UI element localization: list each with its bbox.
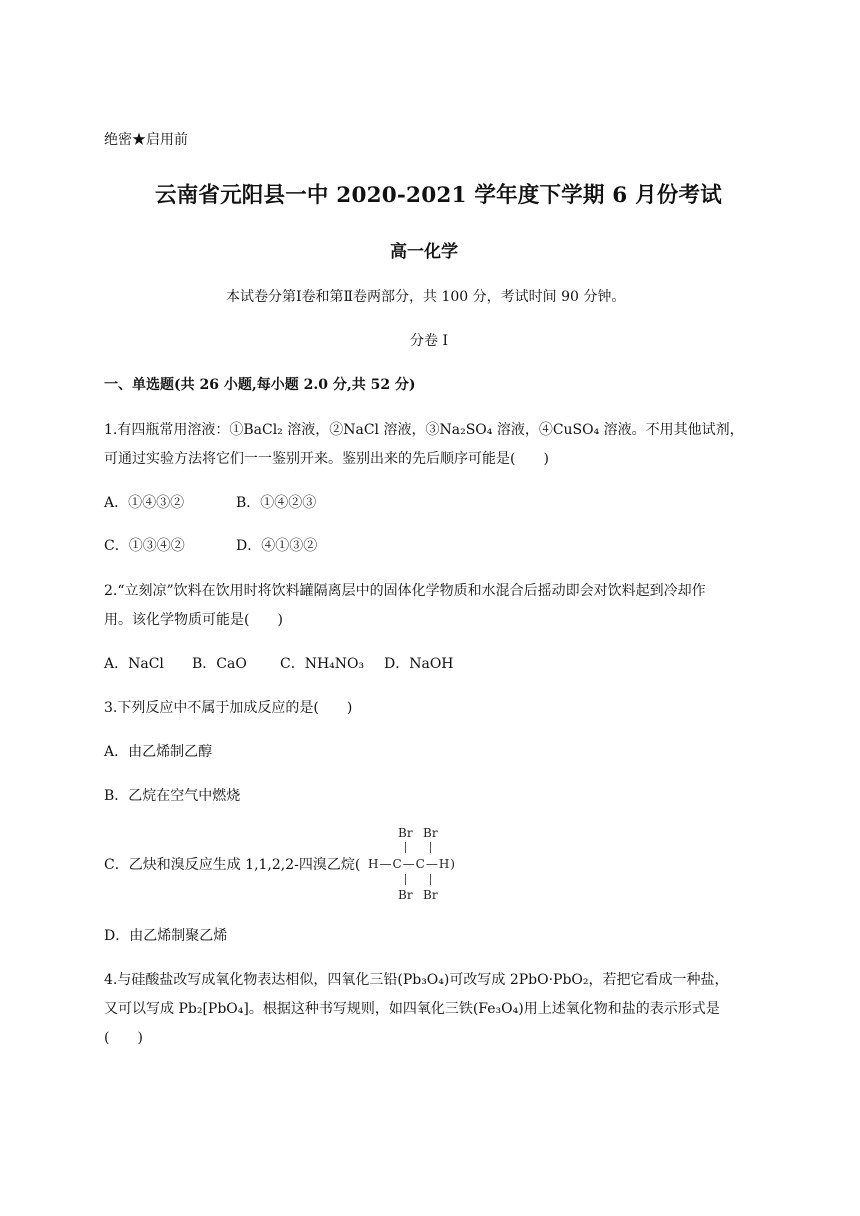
option-d[interactable]: D．④①③② <box>236 538 318 554</box>
question-text-line: 又可以写成 Pb₂[PbO₄]。根据这种书写规则，如四氧化三铁(Fe₃O₄)用上述氧化物和盐的表示形式是 <box>104 1001 720 1017</box>
option-c[interactable]: C．NH₄NO₃ <box>280 656 365 672</box>
option-d[interactable]: D．NaOH <box>384 656 454 672</box>
option-b[interactable]: B．①④②③ <box>236 495 317 511</box>
carbon-chain: H—C—C—H) <box>368 857 456 871</box>
section-heading: 一、单选题(共 26 小题,每小题 2.0 分,共 52 分) <box>104 377 416 393</box>
bond-line <box>405 874 406 885</box>
bond-line <box>430 842 431 853</box>
question-text-line: 3.下列反应中不属于加成反应的是( ) <box>104 700 353 716</box>
question-text-line: 4.与硅酸盐改写成氧化物表达相似，四氧化三铅(Pb₃O₄)可改写成 2PbO·PbO₂，若把它看成一种盐， <box>104 972 729 988</box>
subject-title: 高一化学 <box>390 242 458 262</box>
question-text-line: ( ) <box>104 1030 143 1046</box>
bromine-atom-label: Br <box>423 888 438 902</box>
bromine-atom-label: Br <box>398 888 413 902</box>
option-a[interactable]: A．由乙烯制乙醇 <box>104 744 213 760</box>
option-b[interactable]: B．乙烷在空气中燃烧 <box>104 788 241 804</box>
bromine-atom-label: Br <box>423 826 438 840</box>
bond-line <box>405 842 406 853</box>
tetrabromoethane-structure <box>368 826 478 904</box>
question-text-line: 2.“立刻凉”饮料在饮用时将饮料罐隔离层中的固体化学物质和水混合后摇动即会对饮料起到冷却作 <box>104 583 706 599</box>
option-a[interactable]: A．NaCl <box>104 656 164 672</box>
bromine-atom-label: Br <box>398 826 413 840</box>
exam-title: 云南省元阳县一中 2020-2021 学年度下学期 6 月份考试 <box>155 183 722 208</box>
question-text-line: 用。该化学物质可能是( ) <box>104 612 283 628</box>
part-label: 分卷 I <box>410 333 448 349</box>
bond-line <box>430 874 431 885</box>
confidential-label: 绝密★启用前 <box>104 132 188 148</box>
option-d[interactable]: D．由乙烯制聚乙烯 <box>104 928 228 944</box>
option-b[interactable]: B．CaO <box>192 656 247 672</box>
question-text-line: 1.有四瓶常用溶液：①BaCl₂ 溶液，②NaCl 溶液，③Na₂SO₄ 溶液，④CuSO₄ 溶液。不用其他试剂， <box>104 422 744 438</box>
option-c[interactable]: C．乙炔和溴反应生成 1,1,2,2-四溴乙烷( <box>104 857 361 873</box>
question-text-line: 可通过实验方法将它们一一鉴别开来。鉴别出来的先后顺序可能是( ) <box>104 451 549 467</box>
option-a[interactable]: A．①④③② <box>104 495 185 511</box>
option-c[interactable]: C．①③④② <box>104 538 185 554</box>
exam-instructions: 本试卷分第Ⅰ卷和第Ⅱ卷两部分，共 100 分，考试时间 90 分钟。 <box>226 289 626 305</box>
